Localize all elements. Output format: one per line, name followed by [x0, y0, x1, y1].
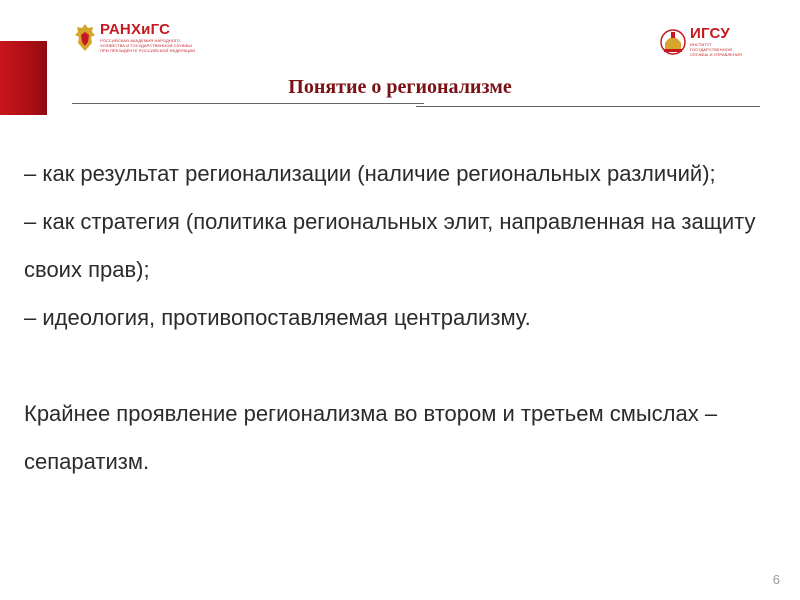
definition-strategy: – как стратегия (политика региональных элит, направленная на защиту своих прав);	[24, 209, 756, 282]
igsu-brand-text: ИГСУ	[690, 25, 730, 42]
page-number: 6	[772, 572, 780, 587]
separatism-note: Крайнее проявление регионализма во втором и третьем смыслах – сепаратизм.	[24, 401, 718, 474]
definition-result: – как результат регионализации (наличие региональных различий);	[24, 161, 716, 186]
title-divider-left	[72, 103, 424, 104]
title-divider-right	[416, 106, 760, 107]
definition-ideology: – идеология, противопоставляемая централизму.	[24, 305, 531, 330]
ranepa-tagline: РОССИЙСКАЯ АКАДЕМИЯ НАРОДНОГО ХОЗЯЙСТВА И ГОСУДАРСТВЕННОЙ СЛУЖБЫ ПРИ ПРЕЗИДЕНТЕ РОССИЙСКОЙ ФЕДЕРАЦИИ	[100, 38, 196, 53]
ranepa-brand-text: РАНХиГС	[100, 21, 171, 38]
paragraph-spacer	[24, 342, 784, 390]
ranepa-logo	[74, 22, 196, 53]
igsu-tagline: ИНСТИТУТ ГОСУДАРСТВЕННОЙ СЛУЖБЫ И УПРАВЛЕНИЯ	[690, 42, 742, 57]
eagle-emblem-icon	[74, 23, 96, 53]
igsu-logo	[660, 26, 750, 57]
dome-emblem-icon	[660, 28, 686, 56]
slide-title: Понятие о регионализме	[288, 76, 512, 98]
slide-body	[24, 150, 784, 486]
